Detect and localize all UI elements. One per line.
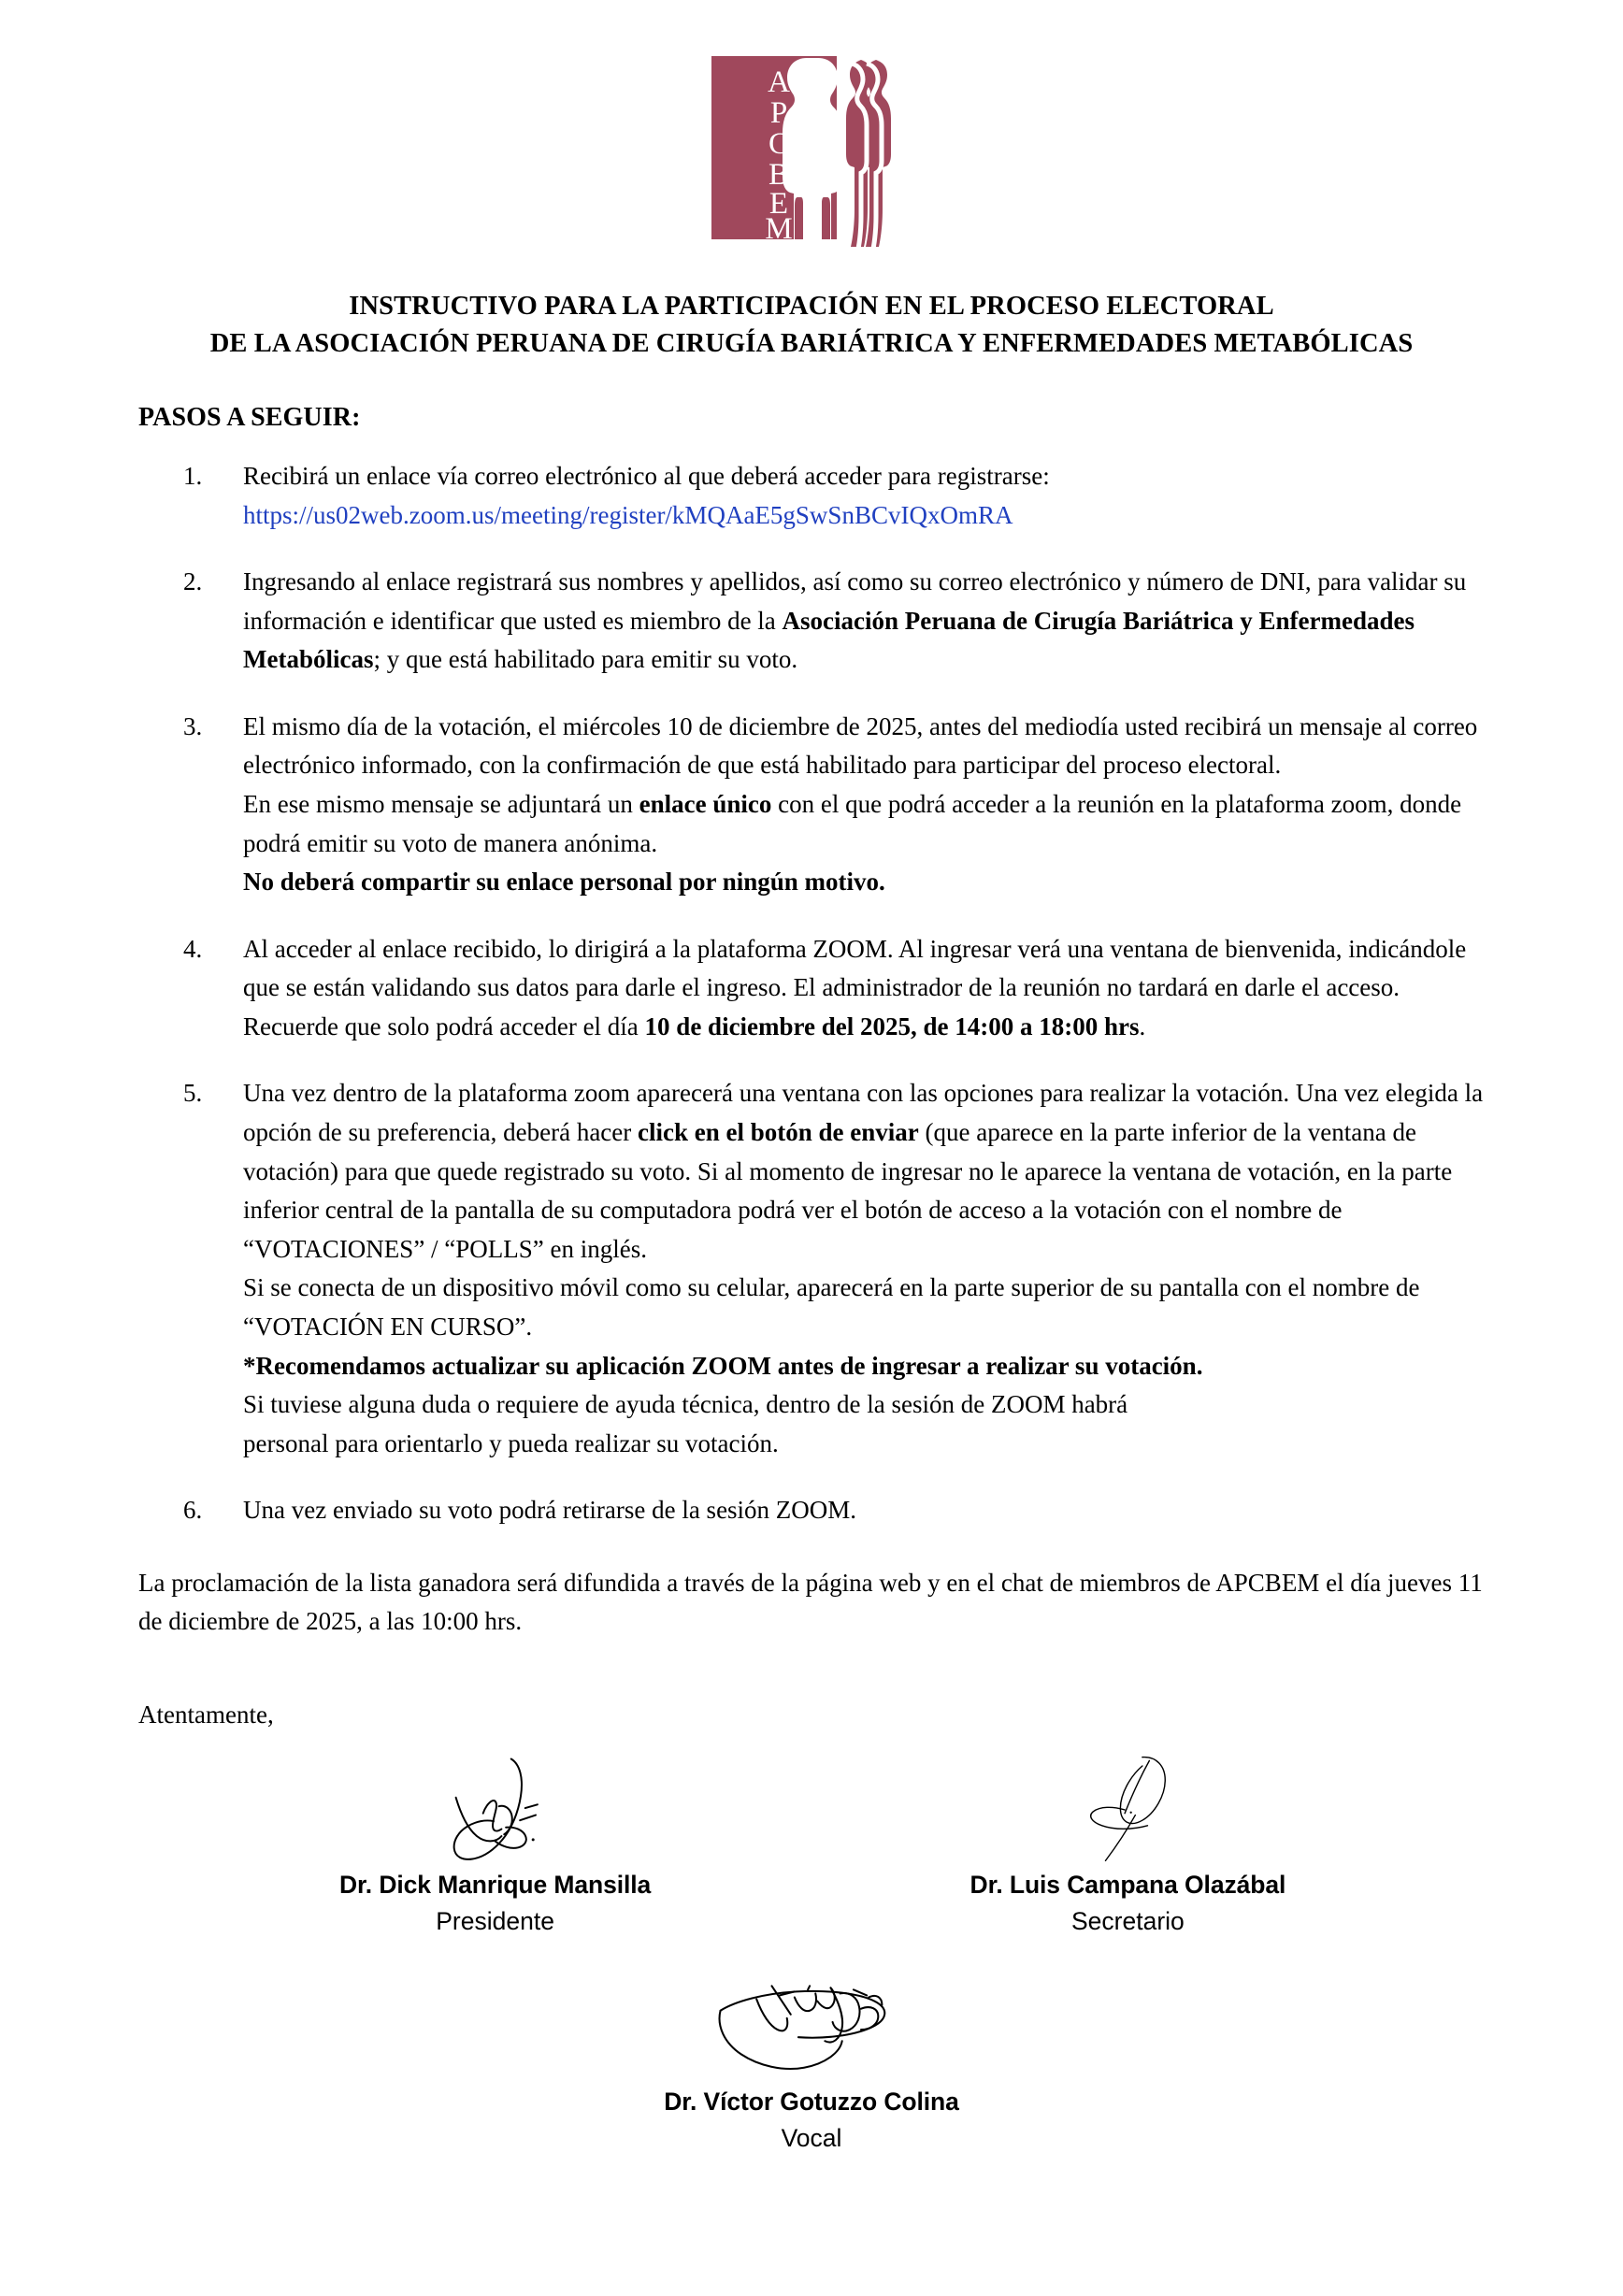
step-3-warning: No deberá compartir su enlace personal por ningún motivo. (243, 868, 885, 897)
step-3-paragraph-1: El mismo día de la votación, el miércoles 10 de diciembre de 2025, antes del mediodía usted recibirá un mensaje al correo electrónico informado, con la confirmación de que está habilitado para participar del proceso electoral. (243, 711, 1478, 780)
list-item-step-3 (138, 708, 1485, 902)
signature-block-president (179, 1752, 812, 1938)
step-5-paragraph-3 (243, 1347, 1485, 1386)
signature-block-vocal (664, 1969, 959, 2155)
step-4-access-window: 10 de diciembre del 2025, de 14:00 a 18:00 hrs (644, 1012, 1140, 1040)
step-body-2 (243, 563, 1485, 680)
step-body-6 (243, 1491, 1485, 1530)
list-item-step-1 (138, 457, 1485, 535)
step-2-text-b: ; y que está habilitado para emitir su voto. (373, 645, 798, 674)
registration-link[interactable]: https://us02web.zoom.us/meeting/register/kMQAaE5gSwSnBCvIQxOmRA (243, 500, 1013, 529)
signature-name-vocal: Dr. Víctor Gotuzzo Colina (664, 2088, 959, 2117)
step-4-paragraph-1: Al acceder al enlace recibido, lo dirigirá a la plataforma ZOOM. Al ingresar verá una ventana de bienvenida, indicándole que se están validando sus datos para darle el ingreso. El administrador de la reunión no tardará en darle el acceso. (243, 934, 1467, 1002)
page-title-line-2: DE LA ASOCIACIÓN PERUANA DE CIRUGÍA BARIÁTRICA Y ENFERMEDADES METABÓLICAS (209, 329, 1414, 359)
step-5-text-b: (que aparece en la parte inferior de la ventana de votación) para que quede registrado su voto. Si al momento de ingresar no le aparece la ventana de votación, en la parte inferior central de la pantalla de su computadora podrá ver el botón de acceso a la votación con el nombre de “VOTACIONES” / “POLLS” en inglés. (243, 1118, 1453, 1263)
step-5-paragraph-2: Si se conecta de un dispositivo móvil como su celular, aparecerá en la parte superior de su pantalla con el nombre de “VOTACIÓN EN CURSO”. (243, 1273, 1420, 1341)
step-3-paragraph-2 (243, 785, 1485, 863)
step-3-paragraph-3 (243, 863, 1485, 902)
step-4-paragraph-2 (243, 1008, 1485, 1047)
signature-name-secretary: Dr. Luis Campana Olazábal (969, 1870, 1286, 1899)
signature-row-top (138, 1752, 1485, 1938)
step-2-association-name: Asociación Peruana de Cirugía Bariátrica y Enfermedades Metabólicas (243, 606, 1415, 674)
step-4-text-b: . (1139, 1012, 1146, 1040)
step-5-paragraph-4-line-2: personal para orientarlo y pueda realizar su votación. (243, 1428, 779, 1457)
signature-name-president: Dr. Dick Manrique Mansilla (339, 1870, 652, 1899)
step-number-4: 4. (183, 934, 203, 963)
page-title-line-1: INSTRUCTIVO PARA LA PARTICIPACIÓN EN EL PROCESO ELECTORAL (349, 292, 1274, 321)
steps-list (138, 457, 1485, 1530)
salutation: Atentamente, (138, 1700, 274, 1729)
logo-letter-a: A (768, 65, 790, 99)
section-heading-steps: PASOS A SEGUIR: (138, 402, 361, 432)
step-5-paragraph-1 (243, 1074, 1485, 1269)
step-3-text-b: con el que podrá acceder a la reunión en la plataforma zoom, donde podrá emitir su voto de manera anónima. (243, 789, 1462, 857)
signature-dick-manrique (408, 1752, 583, 1866)
step-5-send-button-emphasis: click en el botón de enviar (638, 1118, 919, 1147)
step-body-4 (243, 930, 1485, 1047)
step-number-6: 6. (183, 1496, 203, 1525)
signature-luis-campana (1041, 1752, 1216, 1866)
step-2-text-a: Ingresando al enlace registrará sus nombres y apellidos, así como su correo electrónico y número de DNI, para validar su información e identificar que usted es miembro de la (243, 567, 1467, 635)
step-number-3: 3. (183, 711, 203, 740)
signature-role-president: Presidente (436, 1906, 554, 1935)
step-5-paragraph-4-line-1: Si tuviese alguna duda o requiere de ayuda técnica, dentro de la sesión de ZOOM habrá (243, 1390, 1128, 1419)
apcbem-logo (708, 49, 915, 247)
page-title (138, 288, 1485, 364)
step-body-1 (243, 457, 1485, 535)
step-body-5 (243, 1074, 1485, 1463)
list-item-step-2 (138, 563, 1485, 680)
step-5-text-a: Una vez dentro de la plataforma zoom aparecerá una ventana con las opciones para realizar la votación. Una vez elegida la opción de su preferencia, deberá hacer (243, 1079, 1484, 1147)
step-1-intro: Recibirá un enlace vía correo electrónico al que deberá acceder para registrarse: (243, 461, 1050, 490)
step-4-text-a: Recuerde que solo podrá acceder el día (243, 1012, 645, 1040)
step-number-1: 1. (183, 461, 203, 490)
logo-letter-e: E (768, 187, 789, 221)
list-item-step-6 (138, 1491, 1485, 1530)
logo-letter-c: C (768, 127, 790, 161)
signature-role-secretary: Secretario (1071, 1906, 1185, 1935)
signature-victor-gotuzzo (688, 1969, 935, 2083)
step-number-5: 5. (183, 1079, 203, 1108)
step-6-paragraph: Una vez enviado su voto podrá retirarse de la sesión ZOOM. (243, 1496, 857, 1525)
signature-block-secretary (812, 1752, 1444, 1938)
logo-container (138, 49, 1485, 247)
signature-role-vocal: Vocal (781, 2124, 842, 2153)
signature-row-bottom (138, 1969, 1485, 2155)
step-body-3 (243, 708, 1485, 902)
step-1-text (243, 457, 1485, 496)
step-3-unique-link-emphasis: enlace único (639, 789, 772, 818)
step-1-link-line (243, 496, 1485, 536)
logo-letter-b: B (768, 158, 790, 192)
logo-letter-p: P (769, 96, 788, 130)
step-number-2: 2. (183, 567, 203, 596)
logo-letter-m: M (765, 212, 793, 246)
list-item-step-5 (138, 1074, 1485, 1463)
closing-paragraph: La proclamación de la lista ganadora será difundida a través de la página web y en el chat de miembros de APCBEM el día jueves 11 de diciembre de 2025, a las 10:00 hrs. (138, 1568, 1483, 1636)
step-3-text-a: En ese mismo mensaje se adjuntará un (243, 789, 639, 818)
step-5-recommendation: *Recomendamos actualizar su aplicación ZOOM antes de ingresar a realizar su votación. (243, 1351, 1203, 1380)
list-item-step-4 (138, 930, 1485, 1047)
step-2-paragraph (243, 563, 1485, 680)
